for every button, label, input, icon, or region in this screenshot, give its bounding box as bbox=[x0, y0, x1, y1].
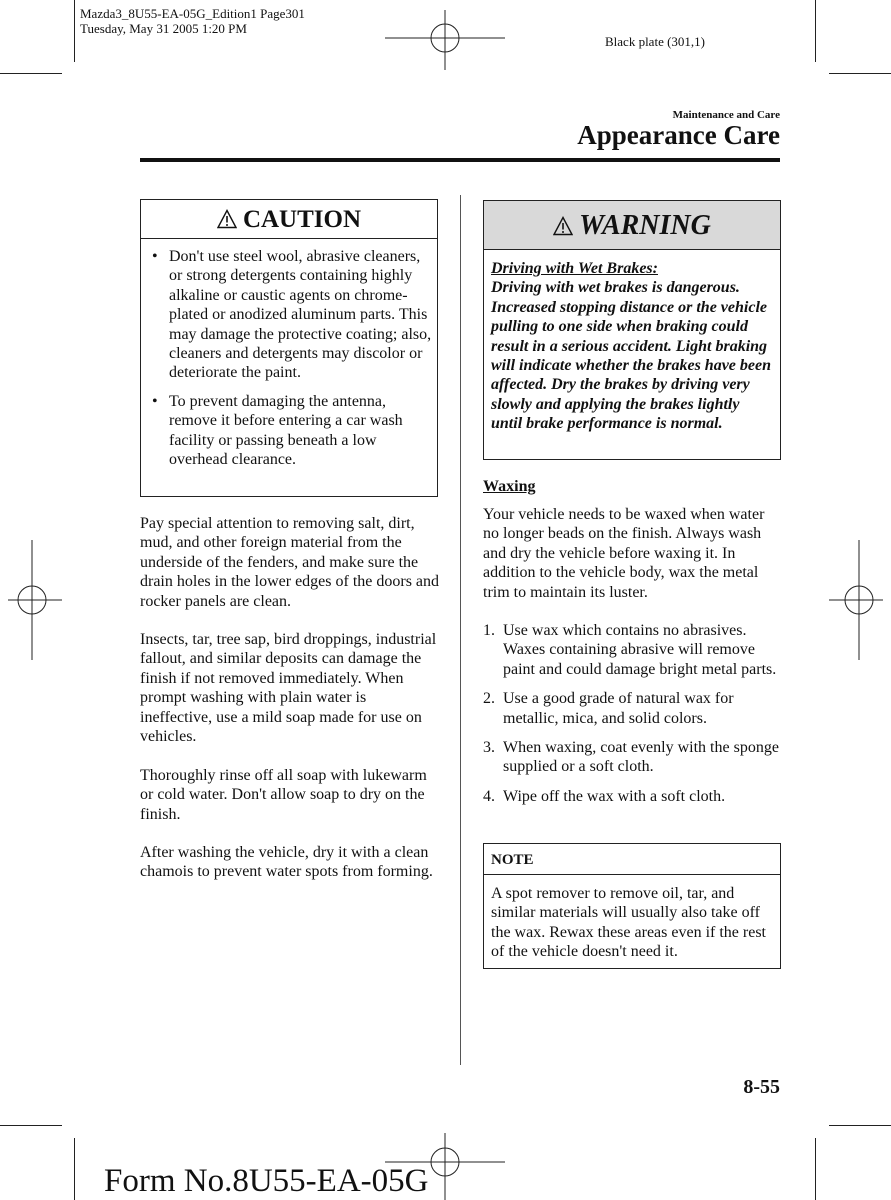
step-number: 3. bbox=[483, 739, 495, 757]
list-item bbox=[483, 738, 779, 777]
note-box bbox=[483, 843, 781, 969]
form-number: Form No.8U55-EA-05G bbox=[104, 1163, 429, 1199]
caution-label: CAUTION bbox=[242, 206, 362, 233]
page-title: Appearance Care bbox=[577, 120, 780, 150]
step-number: 1. bbox=[483, 622, 495, 639]
waxing-heading: Waxing bbox=[483, 478, 536, 495]
caution-item: • To prevent damaging the antenna, remove it before entering a car wash facility or passing beneath a low overhead clearance. bbox=[169, 392, 437, 470]
registration-mark-top bbox=[385, 0, 505, 80]
registration-mark-right bbox=[821, 540, 891, 660]
plate-label: Black plate (301,1) bbox=[605, 34, 705, 49]
warning-body bbox=[484, 250, 780, 434]
title-rule bbox=[140, 158, 780, 162]
step-text: Wipe off the wax with a soft cloth. bbox=[503, 787, 726, 805]
warning-header bbox=[484, 201, 780, 250]
caution-box bbox=[140, 199, 438, 497]
print-header-date: Tuesday, May 31 2005 1:20 PM bbox=[80, 21, 247, 36]
paragraph: Thoroughly rinse off all soap with lukewarm or cold water. Don't allow soap to dry on the finish. bbox=[140, 767, 427, 823]
page-number: 8-55 bbox=[743, 1076, 780, 1098]
section-label: Maintenance and Care bbox=[672, 109, 780, 121]
list-item bbox=[483, 787, 779, 806]
warning-subtitle: Driving with Wet Brakes: bbox=[491, 260, 658, 277]
caution-item: • Don't use steel wool, abrasive cleaners, or strong detergents containing highly alkaline or caustic agents on chrome-plated or anodized aluminum parts. This may damage the protective coating; also, cleaners and detergents may discolor or deteriorate the paint. bbox=[169, 247, 437, 383]
warning-box bbox=[483, 200, 781, 460]
step-number: 2. bbox=[483, 690, 495, 708]
step-text: When waxing, coat evenly with the sponge supplied or a soft cloth. bbox=[503, 739, 779, 776]
waxing-steps bbox=[483, 621, 779, 816]
step-text: Use a good grade of natural wax for metallic, mica, and solid colors. bbox=[503, 690, 734, 727]
step-text: Use wax which contains no abrasives. Waxes containing abrasive will remove paint and could damage bright metal parts. bbox=[503, 622, 777, 678]
list-item bbox=[483, 689, 779, 728]
waxing-intro: Your vehicle needs to be waxed when water no longer beads on the finish. Always wash and dry the vehicle before waxing it. In addition to the vehicle body, wax the metal trim to maintain its luster. bbox=[483, 506, 765, 601]
print-header-file: Mazda3_8U55-EA-05G_Edition1 Page301 bbox=[80, 6, 305, 21]
registration-mark-left bbox=[0, 540, 70, 660]
column-divider bbox=[460, 195, 461, 1065]
print-header bbox=[80, 6, 305, 36]
warning-text: Driving with wet brakes is dangerous. Increased stopping distance or the vehicle pulling to one side when braking could result in a serious accident. Light braking will indicate whether the brakes have been affected. Dry the brakes by driving very slowly and applying the brakes lightly until brake performance is normal. bbox=[491, 279, 771, 433]
caution-list bbox=[141, 247, 437, 469]
list-item bbox=[483, 621, 779, 679]
step-number: 4. bbox=[483, 787, 495, 805]
warning-label: WARNING bbox=[579, 210, 711, 241]
paragraph: After washing the vehicle, dry it with a clean chamois to prevent water spots from forming. bbox=[140, 844, 433, 881]
paragraph: Pay special attention to removing salt, dirt, mud, and other foreign material from the underside of the fenders, and make sure the drain holes in the lower edges of the doors and rocker panels are clean. bbox=[140, 515, 440, 610]
paragraph: Insects, tar, tree sap, bird droppings, industrial fallout, and similar deposits can damage the finish if not removed immediately. When prompt washing with plain water is ineffective, use a mild soap made for use on vehicles. bbox=[140, 631, 437, 746]
warning-triangle-icon bbox=[553, 216, 573, 236]
note-body: A spot remover to remove oil, tar, and similar materials will usually also take off the wax. Rewax these areas even if the rest of the vehicle doesn't need it. bbox=[491, 885, 766, 961]
warning-triangle-icon bbox=[217, 209, 237, 229]
note-header: NOTE bbox=[484, 844, 780, 875]
caution-header bbox=[141, 200, 437, 239]
